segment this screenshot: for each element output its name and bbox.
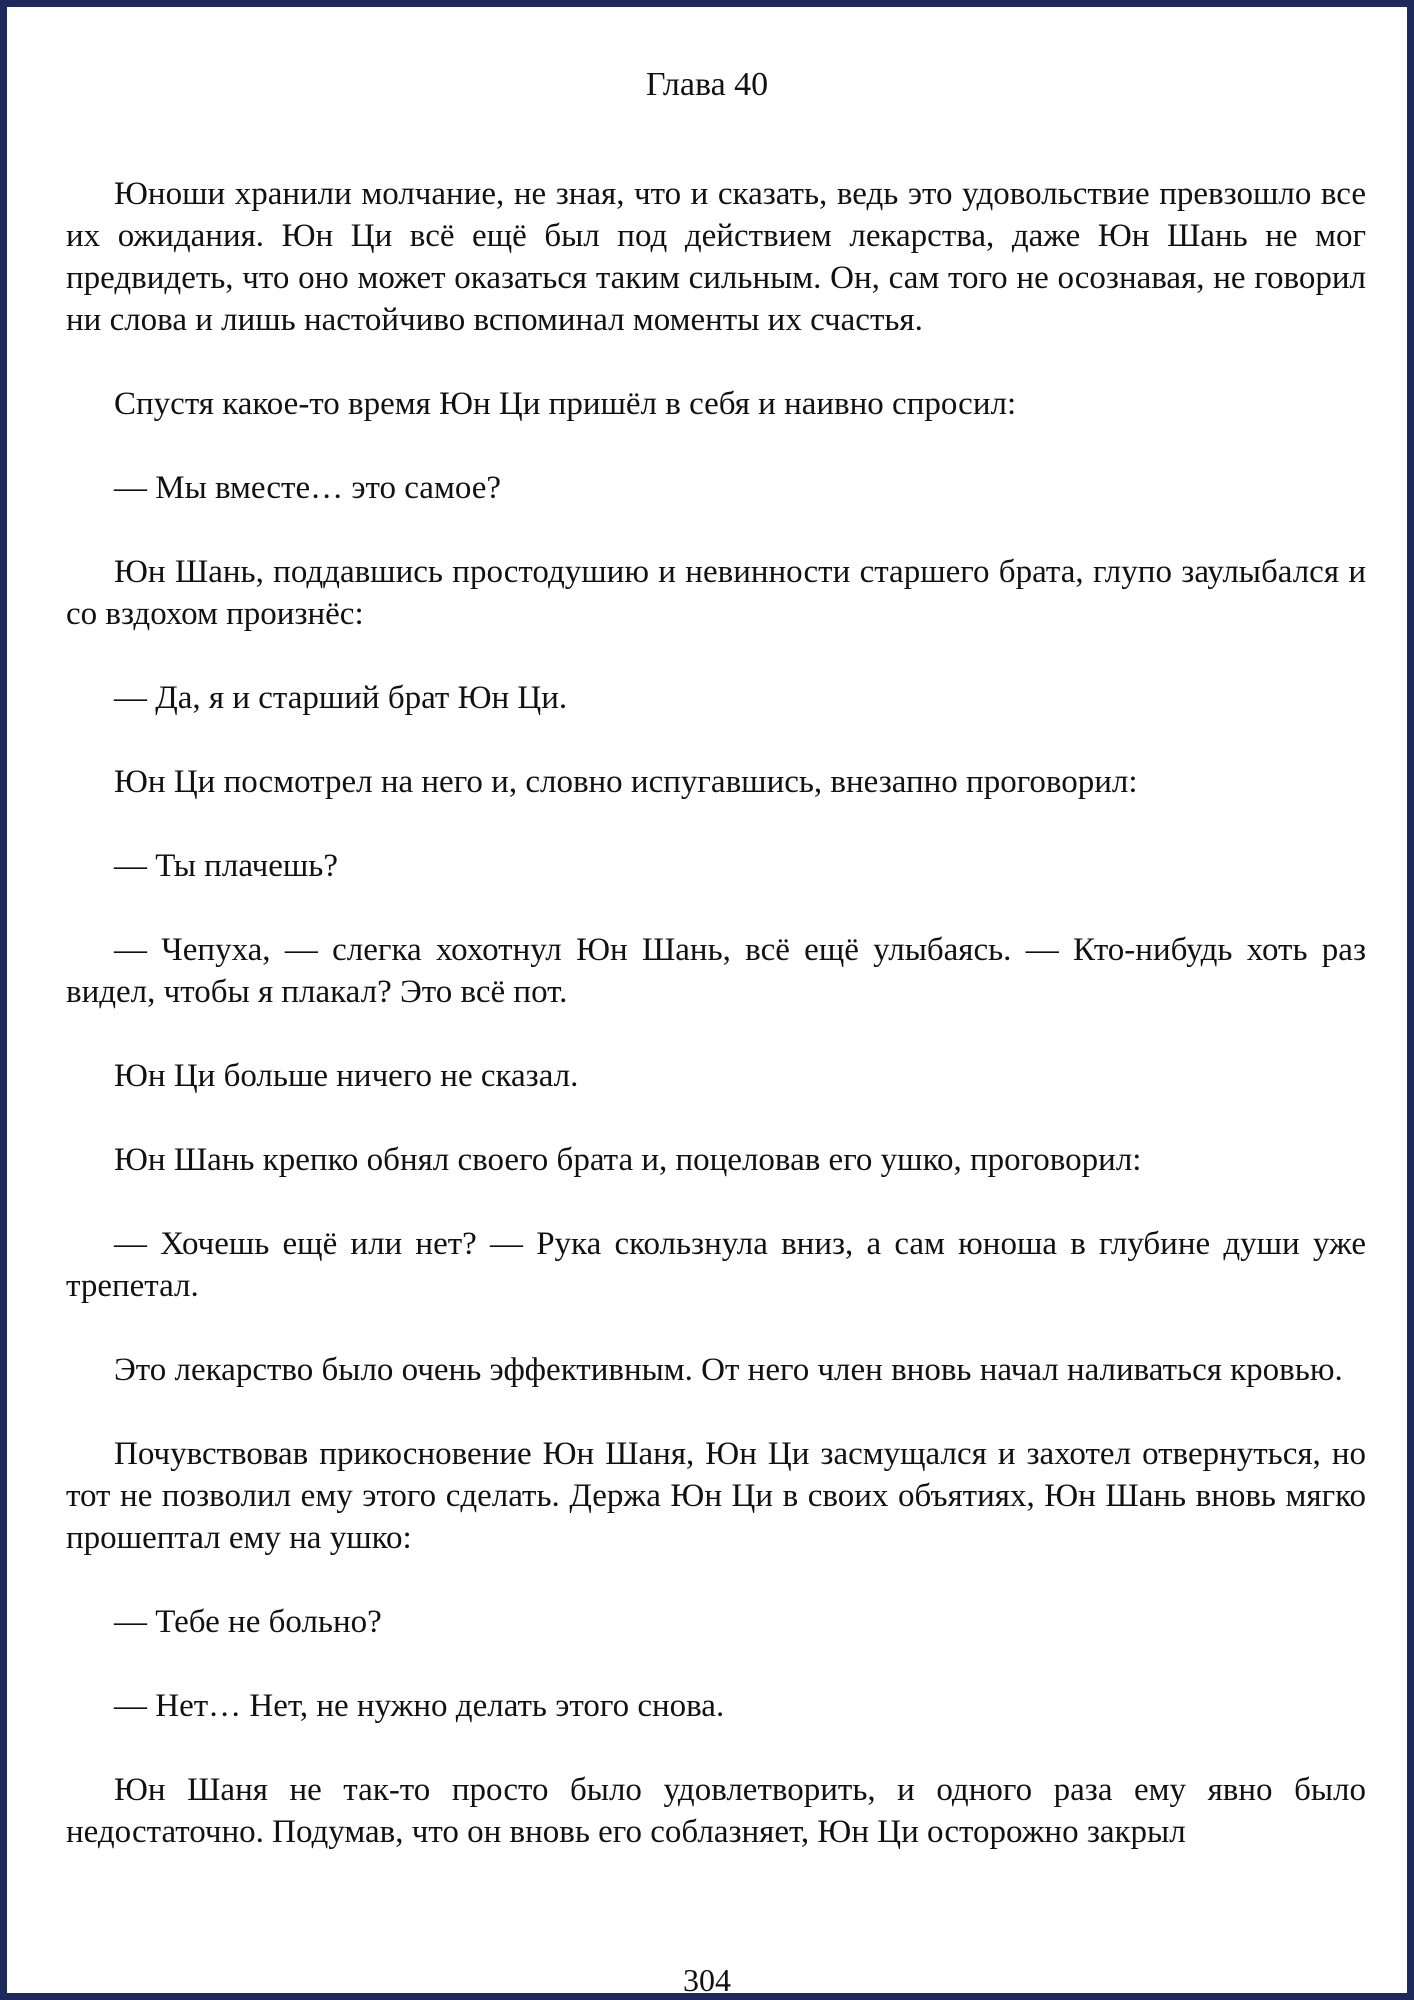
- chapter-title: Глава 40: [645, 66, 769, 103]
- paragraph: Юноши хранили молчание, не зная, что и сказать, ведь это удовольствие превзошло все их ожидания. Юн Ци всё ещё был под действием лекарства, даже Юн Шань не мог предвидеть, что оно может оказаться таким сильным. Он, сам того не осознавая, не говорил ни слова и лишь настойчиво вспоминал моменты их счастья.: [66, 176, 1366, 338]
- paragraph: Юн Шань крепко обнял своего брата и, поцеловав его ушко, проговорил:: [114, 1142, 1142, 1178]
- paragraph: Юн Шаня не так-то просто было удовлетворить, и одного раза ему явно было недостаточно. Подумав, что он вновь его соблазняет, Юн Ци осторожно закрыл: [66, 1772, 1366, 1850]
- paragraph: Спустя какое-то время Юн Ци пришёл в себя и наивно спросил:: [114, 386, 1017, 422]
- paragraph: — Нет… Нет, не нужно делать этого снова.: [114, 1688, 725, 1724]
- paragraph: Юн Ци посмотрел на него и, словно испугавшись, внезапно проговорил:: [114, 764, 1138, 800]
- paragraph: — Хочешь ещё или нет? — Рука скользнула вниз, а сам юноша в глубине души уже трепетал.: [66, 1226, 1366, 1304]
- paragraph: — Ты плачешь?: [114, 848, 338, 884]
- paragraph: — Тебе не больно?: [114, 1604, 382, 1640]
- paragraph: Юн Ци больше ничего не сказал.: [114, 1058, 579, 1094]
- paragraph: Почувствовав прикосновение Юн Шаня, Юн Ци засмущался и захотел отвернуться, но тот не позволил ему этого сделать. Держа Юн Ци в своих объятиях, Юн Шань вновь мягко прошептал ему на ушко:: [66, 1436, 1366, 1556]
- paragraph: — Да, я и старший брат Юн Ци.: [114, 680, 568, 716]
- body-text: [66, 173, 1366, 1895]
- paragraph: Это лекарство было очень эффективным. От него член вновь начал наливаться кровью.: [114, 1352, 1343, 1388]
- paragraph: — Чепуха, — слегка хохотнул Юн Шань, всё ещё улыбаясь. — Кто-нибудь хоть раз видел, чтобы я плакал? Это всё пот.: [66, 932, 1366, 1010]
- paragraph: Юн Шань, поддавшись простодушию и невинности старшего брата, глупо заулыбался и со вздохом произнёс:: [66, 554, 1366, 632]
- page-number: 304: [683, 1962, 731, 1998]
- paragraph: — Мы вместе… это самое?: [114, 470, 502, 506]
